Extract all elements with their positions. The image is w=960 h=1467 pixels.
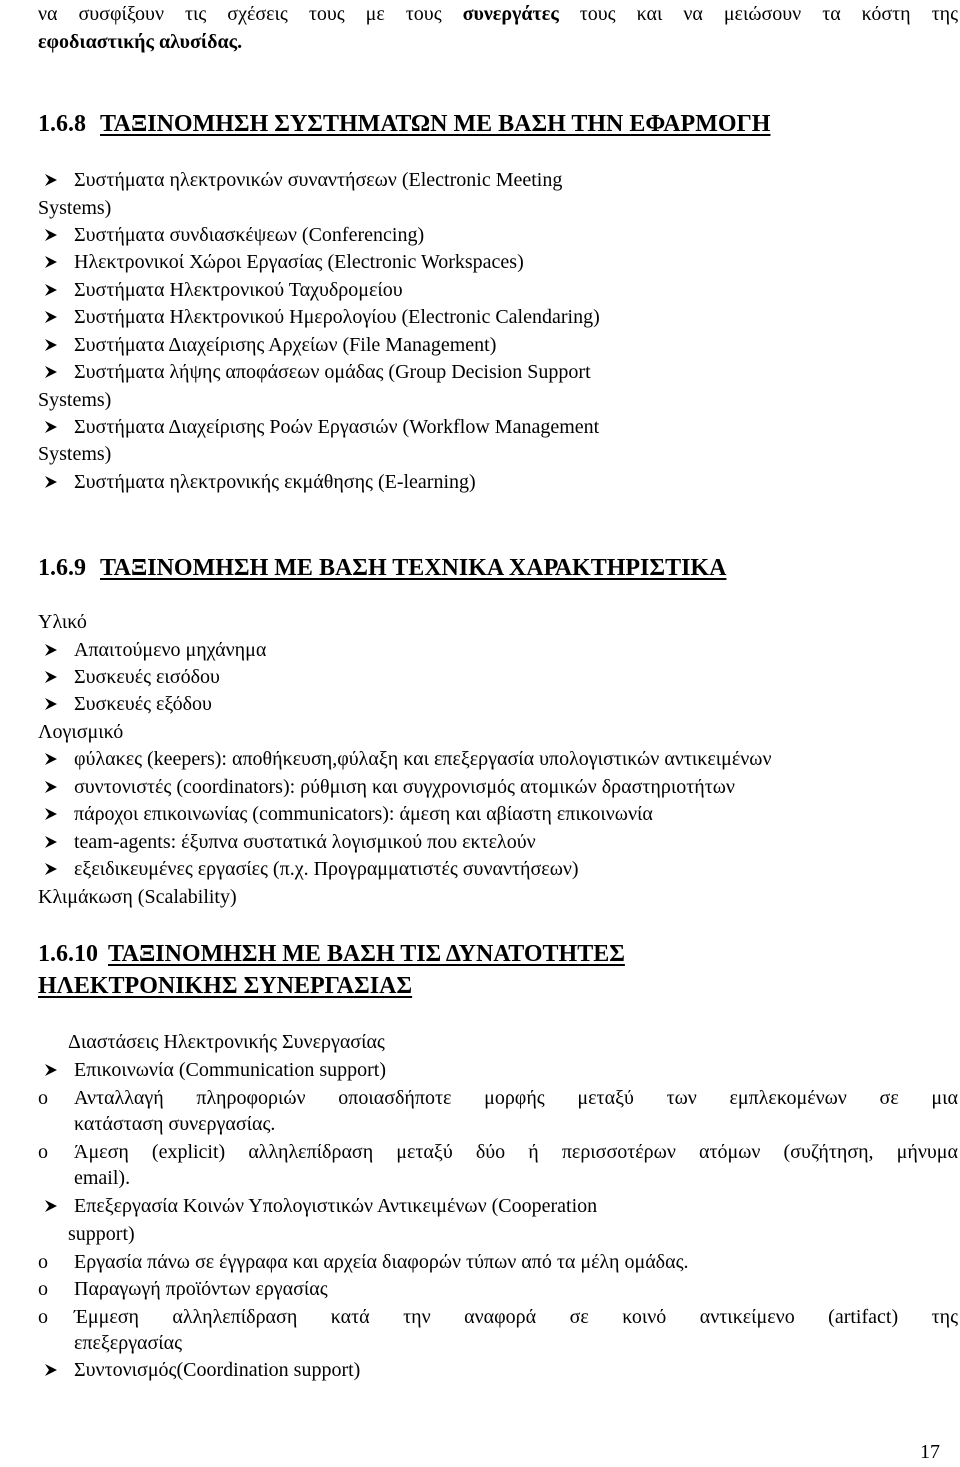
communication-item: Επικοινωνία (Communication support) (74, 1059, 387, 1081)
system-item-continued: Systems) (38, 389, 112, 411)
section-number: 1.6.10 (38, 941, 98, 967)
system-item: Συστήματα λήψης αποφάσεων ομάδας (Group Decision Support (74, 361, 591, 383)
software-item: εξειδικευμένες εργασίες (π.χ. Προγραμματιστές συναντήσεων) (74, 858, 579, 880)
arrow-bullet-icon (44, 752, 58, 766)
arrow-bullet-icon (44, 310, 58, 324)
arrow-bullet-icon (44, 1063, 58, 1077)
section-title: ΤΑΞΙΝΟΜΗΣΗ ΜΕ ΒΑΣΗ ΤΕΧΝΙΚΑ ΧΑΡΑΚΤΗΡΙΣΤΙΚΑ (100, 555, 727, 581)
communication-subitem-1-continued: κατάσταση συνεργασίας. (74, 1113, 276, 1135)
cooperation-subitem-3-continued: επεξεργασίας (74, 1332, 183, 1354)
system-item: Συστήματα Διαχείρισης Ροών Εργασιών (Workflow Management (74, 416, 600, 438)
arrow-bullet-icon (44, 255, 58, 269)
arrow-bullet-icon (44, 338, 58, 352)
arrow-bullet-icon (44, 475, 58, 489)
cooperation-subitem-1: Εργασία πάνω σε έγγραφα και αρχεία διαφορών τύπων από τα μέλη ομάδας. (74, 1251, 689, 1273)
arrow-bullet-icon (44, 697, 58, 711)
section-number: 1.6.9 (38, 555, 86, 581)
dimensions-label: Διαστάσεις Ηλεκτρονικής Συνεργασίας (68, 1031, 385, 1053)
arrow-bullet-icon (44, 807, 58, 821)
communication-subitem-1: Ανταλλαγή πληροφοριών οποιασδήποτε μορφής μεταξύ των εμπλεκομένων σε μια (74, 1087, 958, 1109)
circle-bullet-icon: o (38, 1087, 48, 1109)
system-item: Συστήματα συνδιασκέψεων (Conferencing) (74, 224, 425, 246)
software-item: team-agents: έξυπνα συστατικά λογισμικού που εκτελούν (74, 831, 536, 853)
software-item: πάροχοι επικοινωνίας (communicators): άμεση και αβίαστη επικοινωνία (74, 803, 653, 825)
system-item: Ηλεκτρονικοί Χώροι Εργασίας (Electronic Workspaces) (74, 251, 524, 273)
software-item: φύλακες (keepers): αποθήκευση,φύλαξη και επεξεργασία υπολογιστικών αντικειμένων (74, 748, 772, 770)
arrow-bullet-icon (44, 173, 58, 187)
circle-bullet-icon: o (38, 1278, 48, 1300)
section-1-6-8-heading (38, 110, 770, 138)
circle-bullet-icon: o (38, 1251, 48, 1273)
arrow-bullet-icon (44, 1199, 58, 1213)
intro-text: να συσφίξουν τις σχέσεις τους με τους (38, 3, 463, 25)
system-item: Συστήματα Ηλεκτρονικού Ημερολογίου (Electronic Calendaring) (74, 306, 600, 328)
system-item: Συστήματα Διαχείρισης Αρχείων (File Management) (74, 334, 497, 356)
arrow-bullet-icon (44, 643, 58, 657)
intro-text: τους και να μειώσουν τα κόστη της (558, 3, 958, 25)
section-number: 1.6.8 (38, 111, 86, 137)
system-item-continued: Systems) (38, 197, 112, 219)
section-1-6-9-heading (38, 554, 726, 582)
software-item: συντονιστές (coordinators): ρύθμιση και συγχρονισμός ατομικών δραστηριοτήτων (74, 776, 735, 798)
section-1-6-10-heading-line-1 (38, 940, 625, 968)
arrow-bullet-icon (44, 862, 58, 876)
cooperation-item: Επεξεργασία Κοινών Υπολογιστικών Αντικειμένων (Cooperation (74, 1195, 598, 1217)
page-number: 17 (920, 1441, 940, 1463)
intro-line-2: εφοδιαστικής αλυσίδας. (38, 31, 243, 53)
arrow-bullet-icon (44, 283, 58, 297)
system-item: Συστήματα ηλεκτρονικής εκμάθησης (E-learning) (74, 471, 476, 493)
section-title-continued: ΗΛΕΚΤΡΟΝΙΚΗΣ ΣΥΝΕΡΓΑΣΙΑΣ (38, 973, 413, 999)
system-item: Συστήματα ηλεκτρονικών συναντήσεων (Electronic Meeting (74, 169, 563, 191)
arrow-bullet-icon (44, 780, 58, 794)
arrow-bullet-icon (44, 228, 58, 242)
arrow-bullet-icon (44, 670, 58, 684)
hardware-item: Απαιτούμενο μηχάνημα (74, 639, 267, 661)
scalability-label: Κλιμάκωση (Scalability) (38, 886, 237, 908)
communication-subitem-2: Άμεση (explicit) αλληλεπίδραση μεταξύ δύο ή περισσοτέρων ατόμων (συζήτηση, μήνυμα (74, 1141, 958, 1163)
software-label: Λογισμικό (38, 721, 124, 743)
arrow-bullet-icon (44, 1363, 58, 1377)
section-1-6-10-heading-line-2 (38, 972, 412, 1000)
arrow-bullet-icon (44, 835, 58, 849)
hardware-item: Συσκευές εισόδου (74, 666, 220, 688)
communication-subitem-2-continued: email). (74, 1167, 131, 1189)
cooperation-subitem-2: Παραγωγή προϊόντων εργασίας (74, 1278, 328, 1300)
circle-bullet-icon: o (38, 1306, 48, 1328)
cooperation-subitem-3: Έμμεση αλληλεπίδραση κατά την αναφορά σε κοινό αντικείμενο (artifact) της (74, 1306, 958, 1328)
section-title: ΤΑΞΙΝΟΜΗΣΗ ΣΥΣΤΗΜΑΤΩΝ ΜΕ ΒΑΣΗ ΤΗΝ ΕΦΑΡΜΟΓΗ (100, 111, 771, 137)
section-title: ΤΑΞΙΝΟΜΗΣΗ ΜΕ ΒΑΣΗ ΤΙΣ ΔΥΝΑΤΟΤΗΤΕΣ (108, 941, 625, 967)
intro-line-1 (38, 2, 958, 26)
hardware-item: Συσκευές εξόδου (74, 693, 212, 715)
cooperation-item-continued: support) (68, 1223, 135, 1245)
arrow-bullet-icon (44, 420, 58, 434)
coordination-item: Συντονισμός(Coordination support) (74, 1359, 361, 1381)
system-item-continued: Systems) (38, 443, 112, 465)
arrow-bullet-icon (44, 365, 58, 379)
system-item: Συστήματα Ηλεκτρονικού Ταχυδρομείου (74, 279, 403, 301)
hardware-label: Υλικό (38, 611, 87, 633)
intro-bold-term: συνεργάτες (462, 3, 559, 25)
circle-bullet-icon: o (38, 1141, 48, 1163)
